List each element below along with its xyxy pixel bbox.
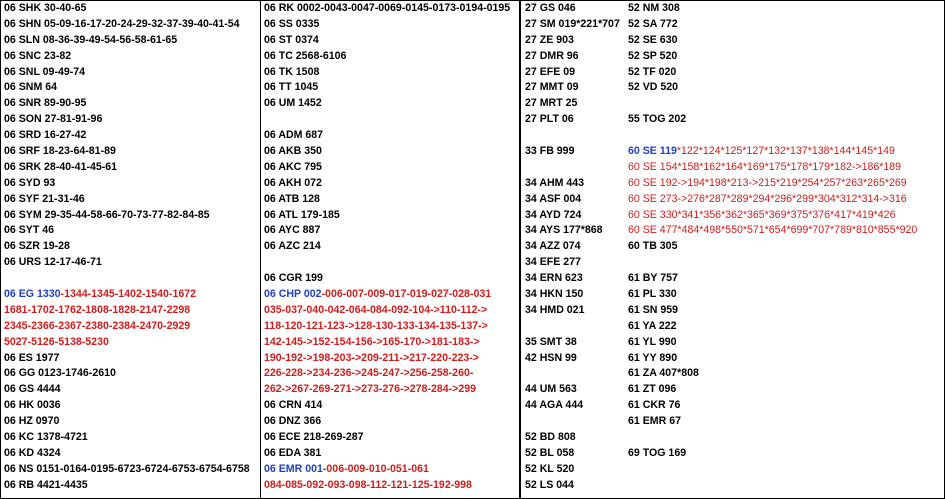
entry-text: 44 AGA 444 — [525, 399, 584, 412]
list-item — [522, 33, 625, 49]
list-item — [1, 176, 260, 192]
list-item — [625, 176, 944, 192]
list-item — [1, 96, 260, 112]
entry-text: 06 SNL 09-49-74 — [4, 65, 86, 78]
entry-text: 27 MRT 25 — [525, 97, 578, 110]
entry-text: 06 SYF 21-31-46 — [4, 192, 85, 205]
entry-text: 61 BY 757 — [628, 272, 678, 285]
entry-text: 06 KD 4324 — [4, 446, 61, 459]
entry-text: 69 TOG 169 — [628, 446, 687, 459]
entry-text: 5027-5126-5138-5230 — [4, 335, 109, 348]
entry-text: 61 YL 990 — [628, 335, 677, 348]
entry-text: 27 SM 019*221*707 — [525, 17, 620, 30]
list-item — [1, 223, 260, 239]
list-item — [1, 382, 260, 398]
list-item — [625, 414, 944, 430]
entry-text: 34 ASF 004 — [525, 192, 582, 205]
entry-text: 2345-2366-2367-2380-2384-2470-2929 — [4, 319, 191, 332]
entry-text: 27 ZE 903 — [525, 33, 574, 46]
list-item — [522, 1, 625, 17]
list-item — [625, 382, 944, 398]
list-item — [261, 160, 519, 176]
entry-text: 06 SRD 16-27-42 — [4, 129, 87, 142]
list-item — [522, 208, 625, 224]
list-item — [522, 430, 625, 446]
entry-text: 06 HK 0036 — [4, 399, 61, 412]
list-item — [625, 303, 944, 319]
list-item — [625, 366, 944, 382]
entry-text: 06 KC 1378-4721 — [4, 431, 88, 444]
entry-text: 084-085-092-093-098-112-121-125-192-998 — [264, 478, 472, 491]
entry-text: -006-007-009-017-019-027-028-031 — [321, 288, 492, 301]
entry-text: 06 AKH 072 — [264, 176, 322, 189]
list-item — [1, 49, 260, 65]
list-item — [1, 112, 260, 128]
entry-text: 34 EFE 277 — [525, 256, 581, 269]
entry-text: 06 GS 4444 — [4, 383, 61, 396]
list-item — [261, 65, 519, 81]
entry-text: 06 RB 4421-4435 — [4, 478, 88, 491]
list-item — [1, 398, 260, 414]
list-item — [1, 366, 260, 382]
entry-text: 27 DMR 96 — [525, 49, 579, 62]
entry-text: 06 GG 0123-1746-2610 — [4, 367, 116, 380]
entry-text: 06 ADM 687 — [264, 129, 324, 142]
entry-text: 34 HMD 021 — [525, 303, 585, 316]
list-item — [625, 271, 944, 287]
entry-text: 27 GS 046 — [525, 2, 576, 14]
entry-text: 06 CGR 199 — [264, 272, 323, 285]
entry-text: 06 ES 1977 — [4, 351, 60, 364]
entry-text: 06 SRK 28-40-41-45-61 — [4, 160, 118, 173]
list-item — [1, 255, 260, 271]
entry-text: 226-228->234-236->245-247->256-258-260- — [264, 367, 474, 380]
entry-text: 06 EDA 381 — [264, 446, 322, 459]
entry-text: 06 EG 1330 — [4, 288, 61, 301]
list-item — [522, 144, 625, 160]
entry-text: 06 HZ 0970 — [4, 415, 60, 428]
list-item — [625, 351, 944, 367]
entry-text: 06 SHK 30-40-65 — [4, 2, 87, 14]
list-item — [1, 478, 260, 494]
column-3 — [522, 1, 625, 498]
entry-text: 34 ERN 623 — [525, 272, 583, 285]
entry-text: -006-009-010-051-061 — [322, 462, 429, 475]
entry-text: 06 AKC 795 — [264, 160, 322, 173]
list-item — [625, 33, 944, 49]
blank-row — [625, 430, 944, 446]
entry-text: 06 AYC 887 — [264, 224, 321, 237]
list-item — [625, 446, 944, 462]
list-item — [625, 192, 944, 208]
list-item — [261, 446, 519, 462]
entry-text: 06 SYD 93 — [4, 176, 56, 189]
list-item — [1, 462, 260, 478]
entry-text: 52 TF 020 — [628, 65, 677, 78]
column-4 — [625, 1, 944, 498]
entry-text: 60 TB 305 — [628, 240, 678, 253]
entry-text: 35 SMT 38 — [525, 335, 577, 348]
entry-text: 06 ATL 179-185 — [264, 208, 340, 221]
blank-row — [261, 112, 519, 128]
entry-text: 190-192->198-203->209-211->217-220-223-> — [264, 351, 479, 364]
list-item — [1, 144, 260, 160]
entry-text: 61 PL 330 — [628, 288, 677, 301]
list-item — [625, 160, 944, 176]
list-item — [522, 239, 625, 255]
entry-text: 06 SYT 46 — [4, 224, 55, 237]
blank-row — [522, 414, 625, 430]
list-item — [1, 287, 260, 303]
list-item — [522, 478, 625, 494]
entry-text: 262->267-269-271->273-276->278-284->299 — [264, 383, 477, 396]
entry-text: 52 BD 808 — [525, 431, 576, 444]
entry-text: 52 VD 520 — [628, 81, 679, 94]
list-item — [625, 17, 944, 33]
entry-text: 06 ATB 128 — [264, 192, 320, 205]
entry-text: 34 AZZ 074 — [525, 240, 581, 253]
entry-text: 60 SE 119 — [628, 145, 677, 158]
list-item — [1, 1, 260, 17]
entry-text: 61 YY 890 — [628, 351, 678, 364]
entry-text: 61 CKR 76 — [628, 399, 681, 412]
list-item — [625, 319, 944, 335]
entry-text: 61 ZT 096 — [628, 383, 677, 396]
blank-row — [625, 255, 944, 271]
list-item — [522, 335, 625, 351]
list-item — [522, 287, 625, 303]
list-item — [1, 192, 260, 208]
list-item — [261, 414, 519, 430]
blank-row — [522, 319, 625, 335]
list-item — [522, 80, 625, 96]
entry-text: 06 TK 1508 — [264, 65, 320, 78]
entry-text: 60 SE 273->276*287*289*294*296*299*304*312*314->316 — [628, 192, 907, 205]
list-item — [522, 96, 625, 112]
list-item — [261, 49, 519, 65]
list-item — [261, 319, 519, 335]
list-item — [522, 446, 625, 462]
entry-text: 06 URS 12-17-46-71 — [4, 256, 102, 269]
list-item — [1, 351, 260, 367]
list-item — [1, 65, 260, 81]
entry-text: 06 RK 0002-0043-0047-0069-0145-0173-0194-0195 — [264, 2, 511, 14]
list-item — [261, 176, 519, 192]
list-item — [522, 303, 625, 319]
entry-text: 61 SN 959 — [628, 303, 679, 316]
entry-text: 61 EMR 67 — [628, 415, 681, 428]
list-item — [1, 239, 260, 255]
list-item — [261, 223, 519, 239]
entry-text: 52 NM 308 — [628, 2, 680, 14]
column-1 — [1, 1, 261, 498]
blank-row — [522, 366, 625, 382]
entry-text: *122*124*125*127*132*137*138*144*145*149 — [676, 145, 895, 158]
list-item — [261, 430, 519, 446]
list-item — [522, 271, 625, 287]
list-item — [522, 255, 625, 271]
list-item — [261, 80, 519, 96]
list-item — [625, 49, 944, 65]
entry-text: 06 ST 0374 — [264, 33, 319, 46]
entry-text: 06 CHP 002 — [264, 288, 322, 301]
entry-text: 06 SS 0335 — [264, 17, 320, 30]
list-item — [1, 303, 260, 319]
list-item — [261, 398, 519, 414]
entry-text: 06 DNZ 366 — [264, 415, 322, 428]
entry-text: 61 ZA 407*808 — [628, 367, 699, 380]
list-item — [522, 49, 625, 65]
list-item — [1, 17, 260, 33]
entry-text: 06 UM 1452 — [264, 97, 322, 110]
entry-text: 55 TOG 202 — [628, 113, 687, 126]
list-item — [625, 1, 944, 17]
list-item — [261, 271, 519, 287]
list-item — [1, 335, 260, 351]
list-item — [1, 33, 260, 49]
list-item — [625, 80, 944, 96]
list-item — [1, 208, 260, 224]
entry-text: 27 EFE 09 — [525, 65, 576, 78]
list-item — [625, 335, 944, 351]
entry-text: 33 FB 999 — [525, 145, 575, 158]
list-item — [261, 33, 519, 49]
entry-text: 52 SP 520 — [628, 49, 678, 62]
entry-text: 44 UM 563 — [525, 383, 577, 396]
list-item — [522, 351, 625, 367]
entry-text: 52 LS 044 — [525, 478, 574, 491]
entry-text: 06 NS 0151-0164-0195-6723-6724-6753-6754-6758 — [4, 462, 250, 475]
entry-text: 035-037-040-042-064-084-092-104->110-112-> — [264, 303, 488, 316]
entry-text: 27 PLT 06 — [525, 113, 574, 126]
list-item — [625, 208, 944, 224]
list-item — [625, 398, 944, 414]
list-item — [261, 144, 519, 160]
blank-row — [625, 478, 944, 494]
list-item — [261, 17, 519, 33]
entry-text: 118-120-121-123->128-130-133-134-135-137-> — [264, 319, 488, 332]
entry-text: 61 YA 222 — [628, 319, 677, 332]
list-item — [1, 160, 260, 176]
entry-text: 06 SNR 89-90-95 — [4, 97, 87, 110]
list-item — [522, 382, 625, 398]
list-item — [261, 478, 519, 494]
list-item — [261, 208, 519, 224]
list-item — [522, 176, 625, 192]
entry-text: 34 AHM 443 — [525, 176, 585, 189]
entry-text: 52 KL 520 — [525, 462, 575, 475]
list-item — [1, 430, 260, 446]
entry-text: 06 SLN 08-36-39-49-54-56-58-61-65 — [4, 33, 178, 46]
entry-text: 06 SON 27-81-91-96 — [4, 113, 103, 126]
entry-text: 06 SNC 23-82 — [4, 49, 72, 62]
list-item — [261, 239, 519, 255]
entry-text: 06 TT 1045 — [264, 81, 319, 94]
entry-text: 06 SHN 05-09-16-17-20-24-29-32-37-39-40-41-54 — [4, 17, 240, 30]
entry-text: 60 SE 154*158*162*164*169*175*178*179*182->186*189 — [628, 160, 902, 173]
list-item — [625, 239, 944, 255]
list-item — [625, 112, 944, 128]
list-item — [261, 192, 519, 208]
entry-text: 42 HSN 99 — [525, 351, 577, 364]
list-item — [625, 65, 944, 81]
list-item — [261, 303, 519, 319]
list-item — [522, 223, 625, 239]
list-item — [1, 414, 260, 430]
entry-text: 06 CRN 414 — [264, 399, 323, 412]
list-item — [522, 398, 625, 414]
list-item — [261, 462, 519, 478]
list-item — [1, 319, 260, 335]
entry-text: 60 SE 477*484*498*550*571*654*699*707*789*810*855*920 — [628, 224, 918, 237]
entry-text: 34 AYS 177*868 — [525, 224, 603, 237]
entry-text: 60 SE 192->194*198*213->215*219*254*257*263*265*269 — [628, 176, 907, 189]
list-item — [522, 112, 625, 128]
blank-row — [625, 96, 944, 112]
entry-text: 06 SNM 64 — [4, 81, 57, 94]
blank-row — [522, 128, 625, 144]
list-item — [261, 128, 519, 144]
list-item — [261, 366, 519, 382]
entry-text: 06 EMR 001 — [264, 462, 323, 475]
blank-row — [625, 462, 944, 478]
entry-text: 06 SZR 19-28 — [4, 240, 70, 253]
list-item — [261, 351, 519, 367]
list-item — [522, 192, 625, 208]
list-item — [261, 1, 519, 17]
blank-row — [522, 160, 625, 176]
blank-row — [261, 255, 519, 271]
list-item — [625, 287, 944, 303]
blank-row — [1, 271, 260, 287]
list-item — [522, 17, 625, 33]
entry-text: 52 SE 630 — [628, 33, 678, 46]
entry-text: 06 AZC 214 — [264, 240, 321, 253]
blank-row — [625, 128, 944, 144]
list-item — [625, 223, 944, 239]
entry-text: 52 BL 058 — [525, 446, 575, 459]
list-item — [1, 80, 260, 96]
list-item — [522, 462, 625, 478]
list-item — [625, 144, 944, 160]
entry-text: 06 SRF 18-23-64-81-89 — [4, 145, 116, 158]
entry-text: 34 HKN 150 — [525, 288, 584, 301]
list-item — [1, 446, 260, 462]
list-item — [261, 96, 519, 112]
list-item — [261, 335, 519, 351]
entry-text: 06 TC 2568-6106 — [264, 49, 347, 62]
entry-text: 06 AKB 350 — [264, 145, 322, 158]
entry-text: 1681-1702-1762-1808-1828-2147-2298 — [4, 303, 191, 316]
column-2 — [261, 1, 521, 498]
list-item — [261, 382, 519, 398]
entry-text: 27 MMT 09 — [525, 81, 579, 94]
entry-text: -1344-1345-1402-1540-1672 — [60, 288, 197, 301]
list-item — [522, 65, 625, 81]
entry-text: 60 SE 330*341*356*362*365*369*375*376*417*419*426 — [628, 208, 896, 221]
list-item — [261, 287, 519, 303]
entry-text: 142-145->152-154-156->165-170->181-183-> — [264, 335, 480, 348]
entry-text: 06 ECE 218-269-287 — [264, 431, 364, 444]
entry-text: 34 AYD 724 — [525, 208, 582, 221]
list-item — [1, 128, 260, 144]
entry-text: 52 SA 772 — [628, 17, 678, 30]
entry-text: 06 SYM 29-35-44-58-66-70-73-77-82-84-85 — [4, 208, 210, 221]
